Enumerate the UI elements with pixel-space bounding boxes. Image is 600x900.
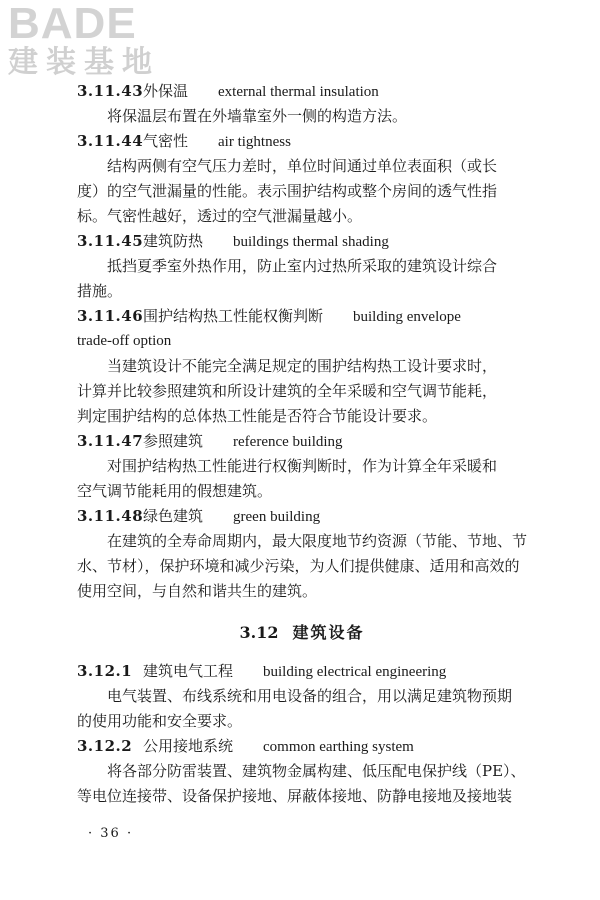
term-number: 3.11.45 [77, 232, 144, 250]
term-number: 3.11.44 [77, 132, 144, 150]
term-definition [77, 254, 527, 304]
term-definition [77, 354, 527, 429]
term-number: 3.11.47 [77, 432, 144, 450]
term-definition [77, 104, 527, 129]
definition-line: 当建筑设计不能完全满足规定的围护结构热工设计要求时， [107, 357, 498, 375]
term-entry [77, 229, 527, 304]
term-entries-3-11 [77, 79, 527, 604]
term-definition [77, 529, 527, 604]
term-entries-3-12 [77, 659, 527, 809]
term-english: common earthing system [263, 739, 414, 755]
definition-line: 空气调节能耗用的假想建筑。 [77, 482, 273, 500]
term-heading [77, 79, 527, 104]
watermark-subtitle: 建装基地 [8, 45, 160, 80]
term-english-continued: trade-off option [77, 333, 172, 349]
definition-line: 电气装置、布线系统和用电设备的组合，用以满足建筑物预期 [107, 687, 513, 705]
definition-line: 计算并比较参照建筑和所设计建筑的全年采暖和空气调节能耗， [77, 382, 498, 400]
term-english: reference building [233, 434, 343, 450]
term-heading [77, 229, 527, 254]
page-number: · 36 · [88, 826, 134, 841]
term-english: green building [233, 509, 321, 525]
term-number: 3.12.2 [77, 737, 133, 755]
term-heading [77, 734, 527, 759]
term-chinese: 参照建筑 [143, 432, 204, 450]
definition-line: 对围护结构热工性能进行权衡判断时，作为计算全年采暖和 [107, 457, 498, 475]
term-entry [77, 659, 527, 734]
section-heading [77, 620, 527, 645]
definition-line: 等电位连接带、设备保护接地、屏蔽体接地、防静电接地及接地装 [77, 787, 513, 805]
term-heading [77, 659, 527, 684]
term-english: buildings thermal shading [233, 234, 389, 250]
term-chinese: 外保温 [143, 82, 189, 100]
term-definition [77, 684, 527, 734]
term-entry [77, 429, 527, 504]
definition-line: 将保温层布置在外墙靠室外一侧的构造方法。 [107, 107, 408, 125]
watermark-logo [8, 0, 160, 80]
definition-line: 抵挡夏季室外热作用，防止室内过热所采取的建筑设计综合 [107, 257, 498, 275]
definition-line: 在建筑的全寿命周期内，最大限度地节约资源（节能、节地、节 [107, 532, 528, 550]
term-number: 3.11.46 [77, 307, 144, 325]
term-entry [77, 129, 527, 229]
term-english: building envelope [353, 309, 461, 325]
definition-line: 使用空间，与自然和谐共生的建筑。 [77, 582, 318, 600]
definition-line: 水、节材），保护环境和减少污染，为人们提供健康、适用和高效的 [77, 557, 520, 575]
term-entry [77, 734, 527, 809]
term-definition [77, 154, 527, 229]
term-entry [77, 79, 527, 129]
term-entry [77, 504, 527, 604]
term-heading [77, 429, 527, 454]
term-chinese: 围护结构热工性能权衡判断 [143, 307, 324, 325]
term-heading [77, 129, 527, 154]
term-number: 3.11.43 [77, 82, 144, 100]
definition-line: 将各部分防雷装置、建筑物金属构建、低压配电保护线（PE）、 [107, 762, 526, 780]
section-number: 3.12 [239, 623, 279, 642]
term-entry [77, 304, 527, 429]
term-heading [77, 504, 527, 529]
term-chinese: 气密性 [143, 132, 189, 150]
section-title: 建筑设备 [292, 623, 365, 642]
definition-line: 结构两侧有空气压力差时，单位时间通过单位表面积（或长 [107, 157, 498, 175]
term-english: external thermal insulation [218, 84, 379, 100]
term-chinese: 建筑电气工程 [143, 662, 234, 680]
definition-line: 标。气密性越好，透过的空气泄漏量越小。 [77, 207, 363, 225]
definition-line: 措施。 [77, 282, 123, 300]
definition-line: 的使用功能和安全要求。 [77, 712, 243, 730]
term-chinese: 建筑防热 [143, 232, 204, 250]
term-chinese: 公用接地系统 [143, 737, 234, 755]
term-definition [77, 454, 527, 504]
document-body [77, 79, 527, 809]
definition-line: 判定围护结构的总体热工性能是否符合节能设计要求。 [77, 407, 438, 425]
term-number: 3.11.48 [77, 507, 144, 525]
term-chinese: 绿色建筑 [143, 507, 204, 525]
term-english: air tightness [218, 134, 291, 150]
definition-line: 度）的空气泄漏量的性能。表示围护结构或整个房间的透气性指 [77, 182, 498, 200]
term-english: building electrical engineering [263, 664, 447, 680]
term-definition [77, 759, 527, 809]
watermark-logo-text: BADE [8, 0, 137, 48]
term-number: 3.12.1 [77, 662, 133, 680]
term-heading [77, 304, 527, 329]
